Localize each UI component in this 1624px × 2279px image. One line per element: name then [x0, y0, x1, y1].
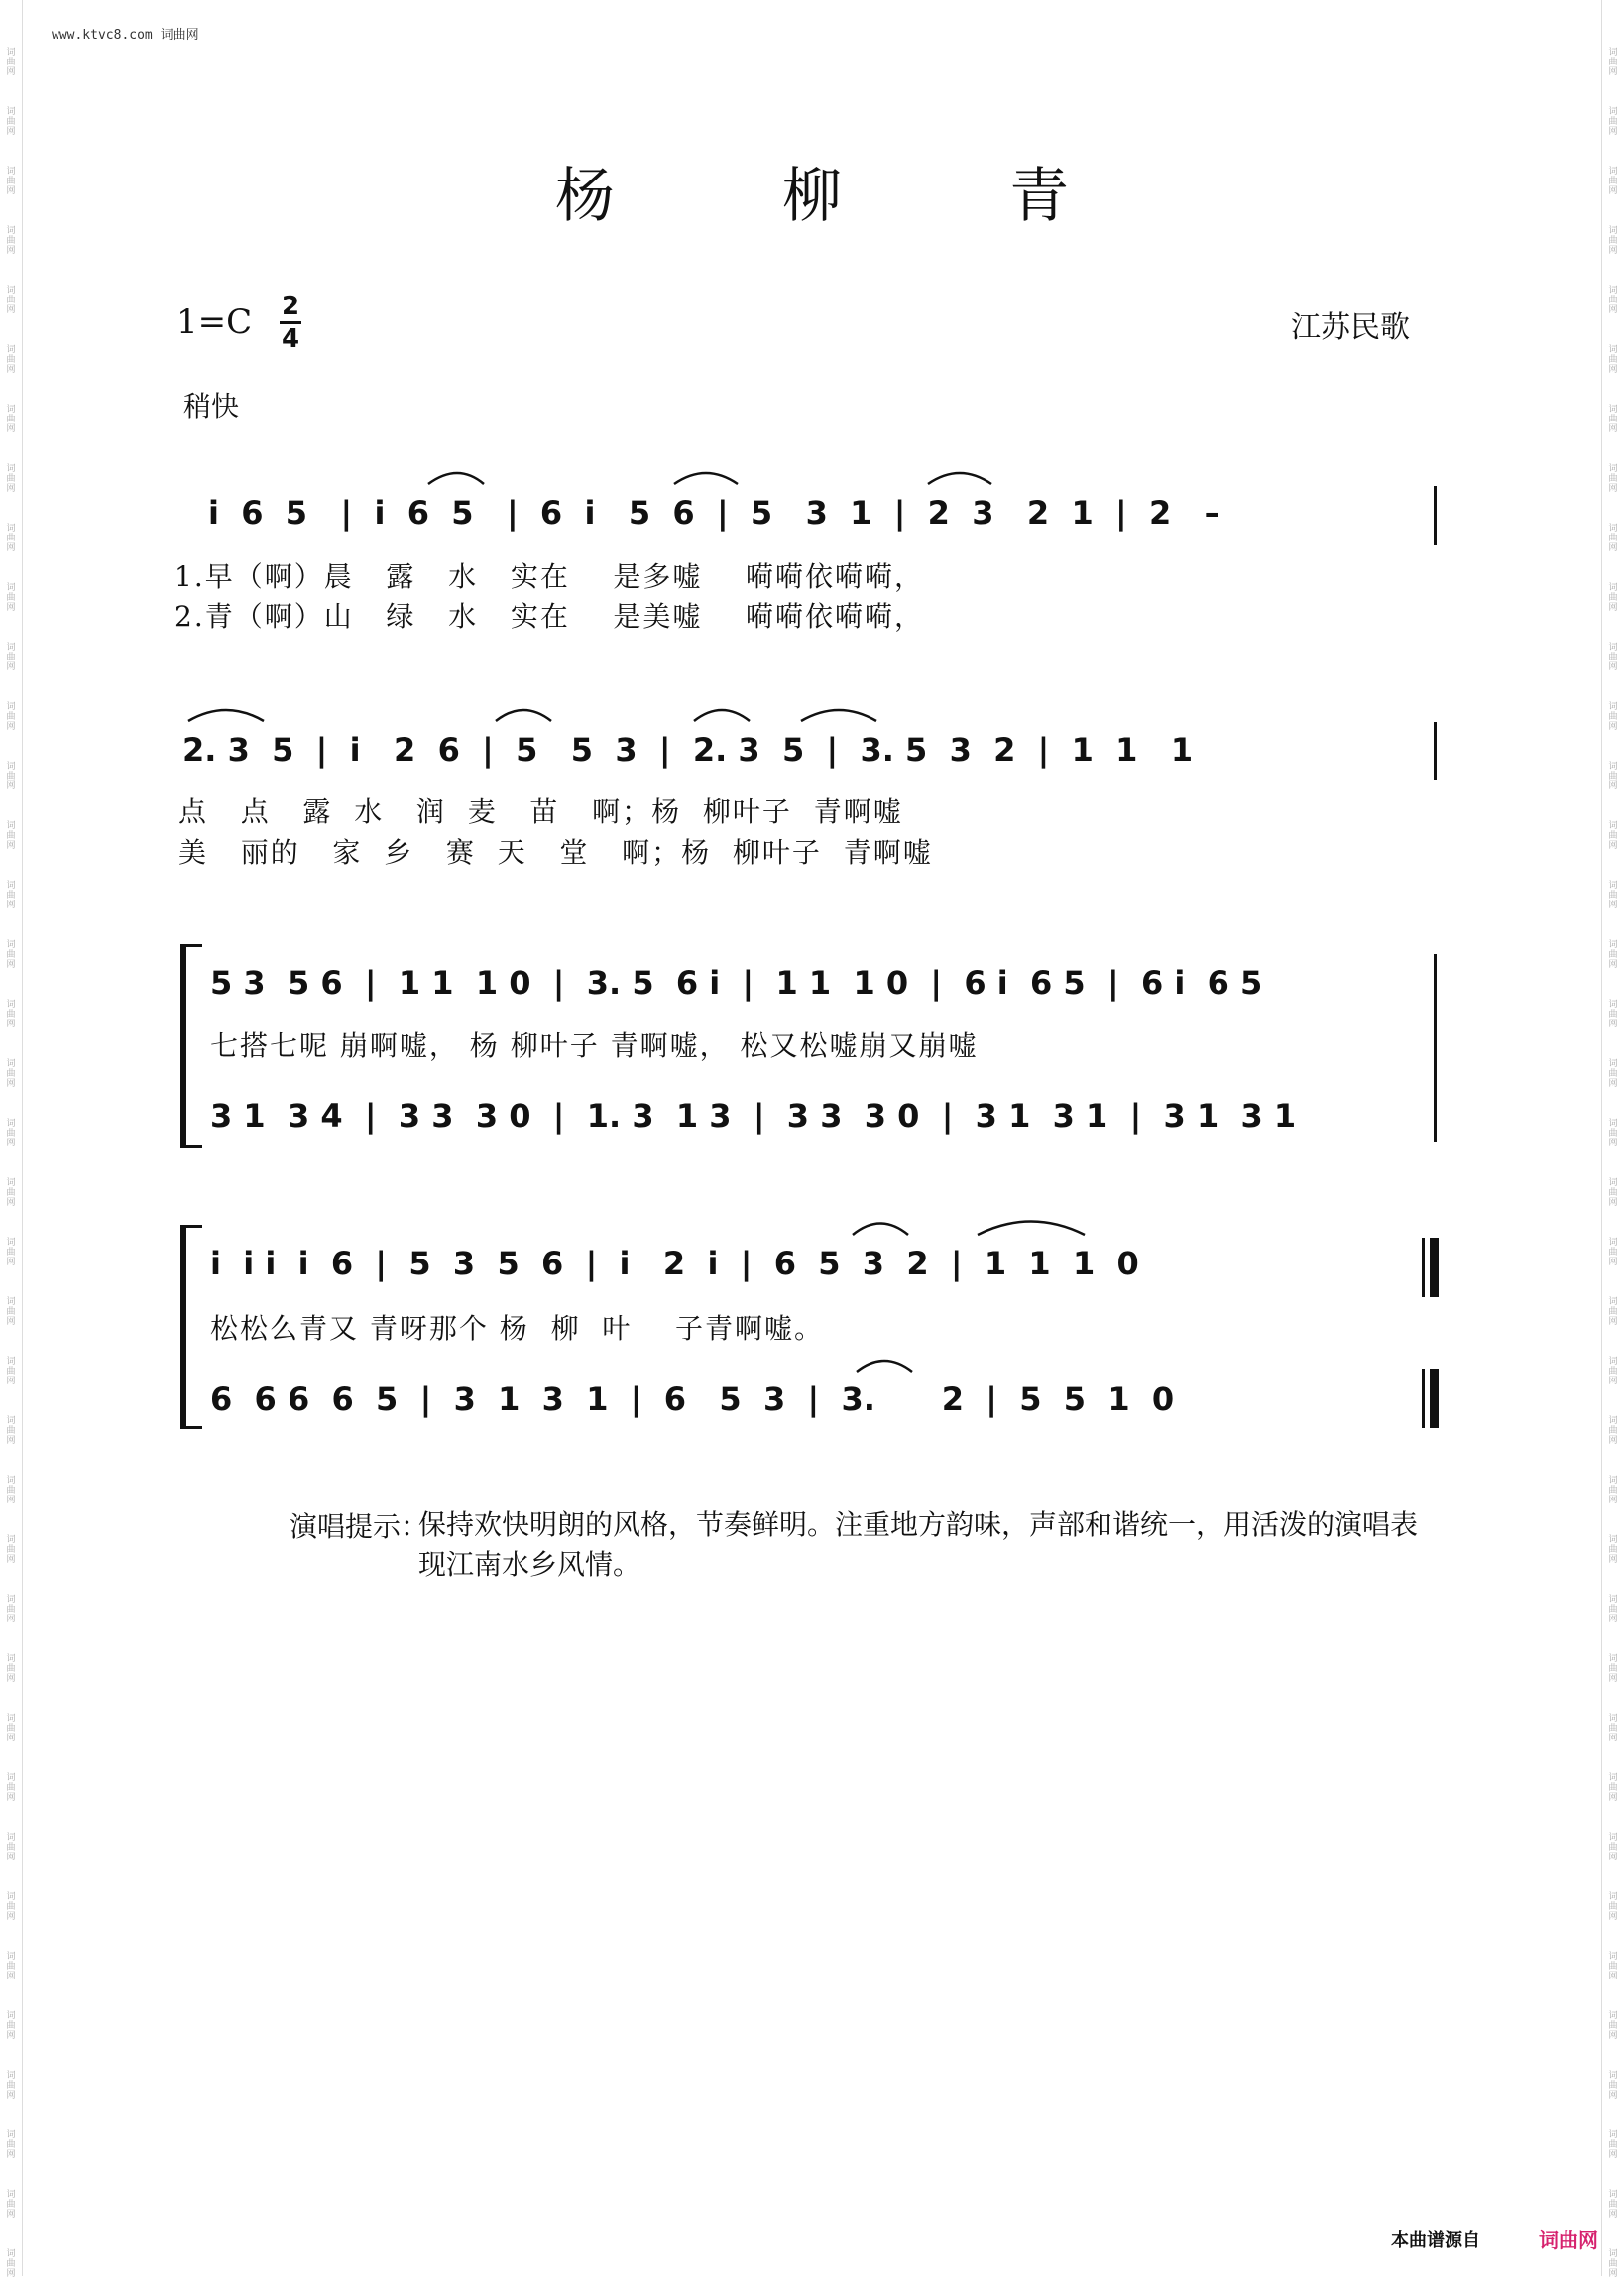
watermark-text: 词曲网: [1608, 1416, 1618, 1446]
watermark-text: 词曲网: [6, 821, 16, 851]
watermark-text: 词曲网: [1608, 1773, 1618, 1803]
watermark-text: 词曲网: [1608, 1654, 1618, 1684]
system-3-lower-notes: 3 1 3 4 | 3 3 3 0 | 1. 3 1 3 | 3 3 3 0 | 3 1 3 1 | 3 1 3 1: [210, 1097, 1297, 1135]
watermark-text: 词曲网: [1608, 107, 1618, 137]
watermark-text: 词曲网: [1608, 2011, 1618, 2041]
time-signature-bottom: 4: [281, 324, 300, 354]
watermark-text: 词曲网: [1608, 286, 1618, 315]
watermark-text: 词曲网: [6, 1595, 16, 1624]
watermark-text: 词曲网: [1608, 2130, 1618, 2160]
system-2-notes: 2. 3 5 | i 2 6 | 5 5 3 | 2. 3 5 | 3. 5 3 2 | 1 1 1: [182, 731, 1194, 769]
watermark-text: 词曲网: [6, 2071, 16, 2100]
watermark-text: 词曲网: [6, 1476, 16, 1505]
watermark-text: 词曲网: [6, 1178, 16, 1208]
watermark-text: 词曲网: [6, 702, 16, 732]
system-1-lyrics-verse-2: 2.青（啊）山 绿 水 实在 是美嘘 嗬嗬依嗬嗬，: [174, 600, 925, 633]
watermark-text: 词曲网: [6, 583, 16, 613]
watermark-text: 词曲网: [1608, 1892, 1618, 1922]
watermark-text: 词曲网: [6, 940, 16, 970]
watermark-text: 词曲网: [1608, 821, 1618, 851]
watermark-text: 词曲网: [1608, 1714, 1618, 1743]
watermark-text: 词曲网: [1608, 226, 1618, 256]
watermark-text: 词曲网: [6, 226, 16, 256]
watermark-text: 词曲网: [1608, 1000, 1618, 1029]
watermark-text: 词曲网: [1608, 405, 1618, 434]
watermark-text: 词曲网: [6, 524, 16, 553]
watermark-text: 词曲网: [6, 2130, 16, 2160]
watermark-text: 词曲网: [6, 1892, 16, 1922]
watermark-text: 词曲网: [1608, 524, 1618, 553]
watermark-text: 词曲网: [6, 464, 16, 494]
watermark-text: 词曲网: [1608, 1476, 1618, 1505]
watermark-text: 词曲网: [1608, 1357, 1618, 1386]
watermark-text: 词曲网: [6, 1833, 16, 1862]
watermark-text: 词曲网: [1608, 2071, 1618, 2100]
watermark-text: 词曲网: [6, 48, 16, 77]
watermark-text: 词曲网: [6, 762, 16, 791]
watermark-text: 词曲网: [6, 167, 16, 196]
slur: [428, 473, 484, 484]
system-2-lyrics-verse-1: 点 点 露 水 润 麦 苗 啊；杨 柳叶子 青啊嘘: [178, 795, 903, 828]
watermark-text: 词曲网: [1608, 1595, 1618, 1624]
slur: [496, 710, 551, 721]
song-origin: 江苏民歌: [1291, 310, 1410, 345]
watermark-text: 词曲网: [6, 1297, 16, 1327]
watermark-text: 词曲网: [1608, 1833, 1618, 1862]
slur: [853, 1224, 908, 1236]
watermark-text: 词曲网: [6, 107, 16, 137]
watermark-text: 词曲网: [1608, 881, 1618, 910]
watermark-text: 词曲网: [1608, 1952, 1618, 1981]
system-3-upper-notes: 5 3 5 6 | 1 1 1 0 | 3. 5 6 i | 1 1 1 0 | 6 i 6 5 | 6 i 6 5: [210, 964, 1263, 1002]
watermark-text: 词曲网: [6, 1119, 16, 1148]
watermark-text: 词曲网: [6, 1000, 16, 1029]
key-signature: 1=C: [176, 302, 253, 342]
watermark-text: 词曲网: [6, 1714, 16, 1743]
tempo-marking: 稍快: [183, 390, 240, 422]
watermark-text: 词曲网: [1608, 1535, 1618, 1565]
slur: [928, 473, 991, 484]
watermark-text: 词曲网: [1608, 583, 1618, 613]
watermark-text: 词曲网: [6, 1535, 16, 1565]
watermark-text: 词曲网: [6, 345, 16, 375]
singing-tip-text: 保持欢快明朗的风格，节奏鲜明。注重地方韵味，声部和谐统一，用活泼的演唱表现江南水乡风情。: [418, 1508, 1419, 1581]
watermark-text: 词曲网: [6, 1059, 16, 1089]
system-4-lyrics: 松松么青又 青呀那个 杨 柳 叶 子青啊嘘。: [210, 1312, 825, 1345]
system-3-lyrics: 七搭七呢 崩啊嘘， 杨 柳叶子 青啊嘘， 松又松嘘崩又崩嘘: [210, 1029, 979, 1062]
song-title: 杨 柳 青: [554, 162, 1144, 231]
watermark-text: 词曲网: [6, 1416, 16, 1446]
slur: [857, 1361, 912, 1372]
slur: [188, 710, 264, 721]
source-site-link[interactable]: 词曲网: [1539, 2228, 1598, 2252]
slur: [674, 473, 738, 484]
watermark-text: 词曲网: [6, 643, 16, 672]
watermark-text: 词曲网: [6, 1952, 16, 1981]
watermark-text: 词曲网: [6, 2249, 16, 2279]
source-label: 本曲谱源自: [1391, 2230, 1480, 2251]
watermark-text: 词曲网: [6, 1773, 16, 1803]
watermark-text: 词曲网: [1608, 2249, 1618, 2279]
watermark-text: 词曲网: [1608, 464, 1618, 494]
watermark-text: 词曲网: [6, 1357, 16, 1386]
watermark-text: 词曲网: [1608, 2190, 1618, 2219]
site-url[interactable]: www.ktvc8.com 词曲网: [52, 28, 199, 43]
watermark-text: 词曲网: [1608, 345, 1618, 375]
watermark-text: 词曲网: [6, 1654, 16, 1684]
slur: [978, 1222, 1085, 1236]
time-signature-top: 2: [281, 292, 300, 321]
slur: [801, 710, 876, 721]
watermark-text: 词曲网: [1608, 1297, 1618, 1327]
watermark-text: 词曲网: [6, 2011, 16, 2041]
slur: [694, 710, 750, 721]
watermark-text: 词曲网: [6, 2190, 16, 2219]
watermark-text: 词曲网: [1608, 1178, 1618, 1208]
watermark-text: 词曲网: [1608, 1059, 1618, 1089]
system-4-upper-notes: i i i i 6 | 5 3 5 6 | i 2 i | 6 5 3 2 | 1 1 1 0: [210, 1245, 1139, 1282]
watermark-text: 词曲网: [1608, 702, 1618, 732]
watermark-text: 词曲网: [1608, 762, 1618, 791]
watermark-text: 词曲网: [1608, 643, 1618, 672]
watermark-text: 词曲网: [1608, 940, 1618, 970]
system-1-notes: i 6 5 | i 6 5 | 6 i 5 6 | 5 3 1 | 2 3 2 1 | 2 –: [208, 494, 1220, 532]
system-4-lower-notes: 6 6 6 6 5 | 3 1 3 1 | 6 5 3 | 3. 2 | 5 5 1 0: [210, 1380, 1175, 1418]
singing-tip-label: 演唱提示：: [290, 1510, 429, 1543]
watermark-text: 词曲网: [1608, 48, 1618, 77]
watermark-text: 词曲网: [6, 1238, 16, 1267]
watermark-text: 词曲网: [6, 405, 16, 434]
system-2-lyrics-verse-2: 美 丽的 家 乡 赛 天 堂 啊；杨 柳叶子 青啊嘘: [178, 836, 933, 869]
watermark-text: 词曲网: [6, 286, 16, 315]
watermark-text: 词曲网: [6, 881, 16, 910]
watermark-text: 词曲网: [1608, 1119, 1618, 1148]
system-1-lyrics-verse-1: 1.早（啊）晨 露 水 实在 是多嘘 嗬嗬依嗬嗬，: [174, 560, 925, 593]
watermark-text: 词曲网: [1608, 167, 1618, 196]
watermark-text: 词曲网: [1608, 1238, 1618, 1267]
